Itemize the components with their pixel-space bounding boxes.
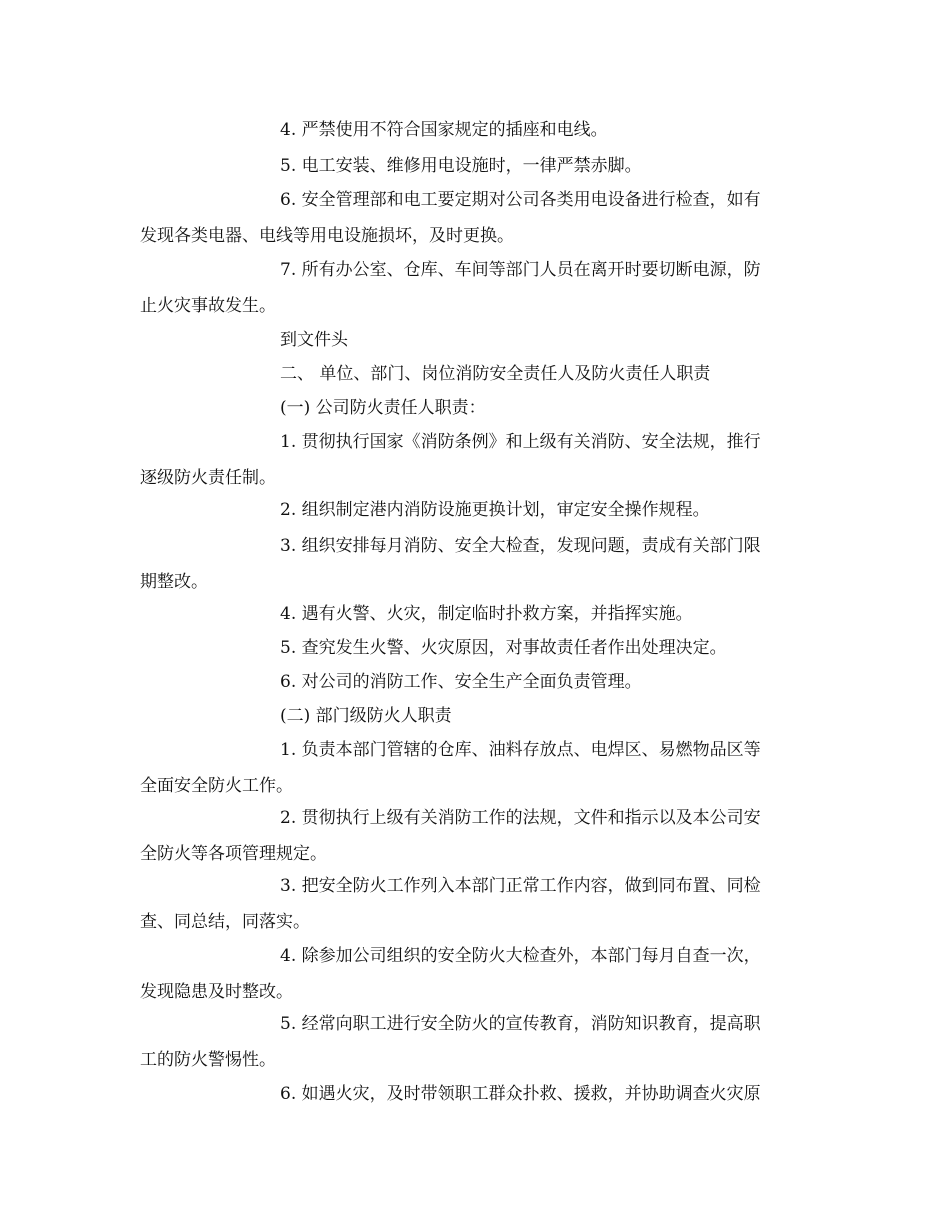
paragraph [140,938,810,1010]
paragraph-line: 6. 安全管理部和电工要定期对公司各类用电设备进行检查，如有 [280,190,761,210]
paragraph [140,868,810,940]
paragraph [140,1006,810,1078]
subsection-heading [140,390,810,426]
paragraph-line: 3. 把安全防火工作列入本部门正常工作内容，做到同布置、同检 [280,876,761,896]
subsection-heading [140,698,810,734]
paragraph-line: 4. 严禁使用不符合国家规定的插座和电线。 [280,120,608,140]
paragraph-line: 4. 遇有火警、火灾，制定临时扑救方案，并指挥实施。 [280,604,693,624]
paragraph-line: 二、 单位、部门、岗位消防安全责任人及防火责任人职责 [280,364,711,384]
paragraph-line: 7. 所有办公室、仓库、车间等部门人员在离开时要切断电源，防 [280,260,761,280]
paragraph-line: 期整改。 [140,572,208,592]
paragraph-line: 1. 负责本部门管辖的仓库、油料存放点、电焊区、易燃物品区等 [280,740,761,760]
paragraph-line: 工的防火警惕性。 [140,1050,276,1070]
paragraph [140,528,810,600]
paragraph [140,112,810,148]
paragraph-line: 逐级防火责任制。 [140,468,276,488]
paragraph-line: 查、同总结，同落实。 [140,912,310,932]
paragraph-line: 5. 查究发生火警、火灾原因，对事故责任者作出处理决定。 [280,638,727,658]
paragraph-line: 2. 组织制定港内消防设施更换计划，审定安全操作规程。 [280,500,710,520]
paragraph [140,492,810,528]
paragraph-line: 5. 经常向职工进行安全防火的宣传教育，消防知识教育，提高职 [280,1014,761,1034]
section-heading [140,356,810,392]
paragraph [140,252,810,324]
paragraph-line: 发现隐患及时整改。 [140,982,293,1002]
paragraph [140,800,810,872]
paragraph [140,424,810,496]
paragraph [140,148,810,184]
paragraph-line: 4. 除参加公司组织的安全防火大检查外，本部门每月自查一次， [280,946,761,966]
paragraph-line: (一) 公司防火责任人职责： [280,398,486,418]
back-to-top-link[interactable] [140,322,810,358]
paragraph [140,1076,810,1112]
paragraph-line: 全面安全防火工作。 [140,776,293,796]
paragraph-line: 5. 电工安装、维修用电设施时，一律严禁赤脚。 [280,156,642,176]
paragraph [140,630,810,666]
paragraph-line: 6. 对公司的消防工作、安全生产全面负责管理。 [280,672,642,692]
paragraph-line: 2. 贯彻执行上级有关消防工作的法规，文件和指示以及本公司安 [280,808,761,828]
paragraph-line: 全防火等各项管理规定。 [140,844,327,864]
paragraph-line: 发现各类电器、电线等用电设施损坏，及时更换。 [140,226,514,246]
paragraph [140,596,810,632]
paragraph [140,182,810,254]
paragraph-line[interactable]: 到文件头 [280,330,348,350]
paragraph [140,664,810,700]
paragraph-line: 止火灾事故发生。 [140,296,276,316]
paragraph-line: 6. 如遇火灾，及时带领职工群众扑救、援救，并协助调查火灾原 [280,1084,761,1104]
paragraph-line: (二) 部门级防火人职责 [280,706,452,726]
paragraph-line: 3. 组织安排每月消防、安全大检查，发现问题，责成有关部门限 [280,536,761,556]
paragraph [140,732,810,804]
paragraph-line: 1. 贯彻执行国家《消防条例》和上级有关消防、安全法规，推行 [280,432,761,452]
